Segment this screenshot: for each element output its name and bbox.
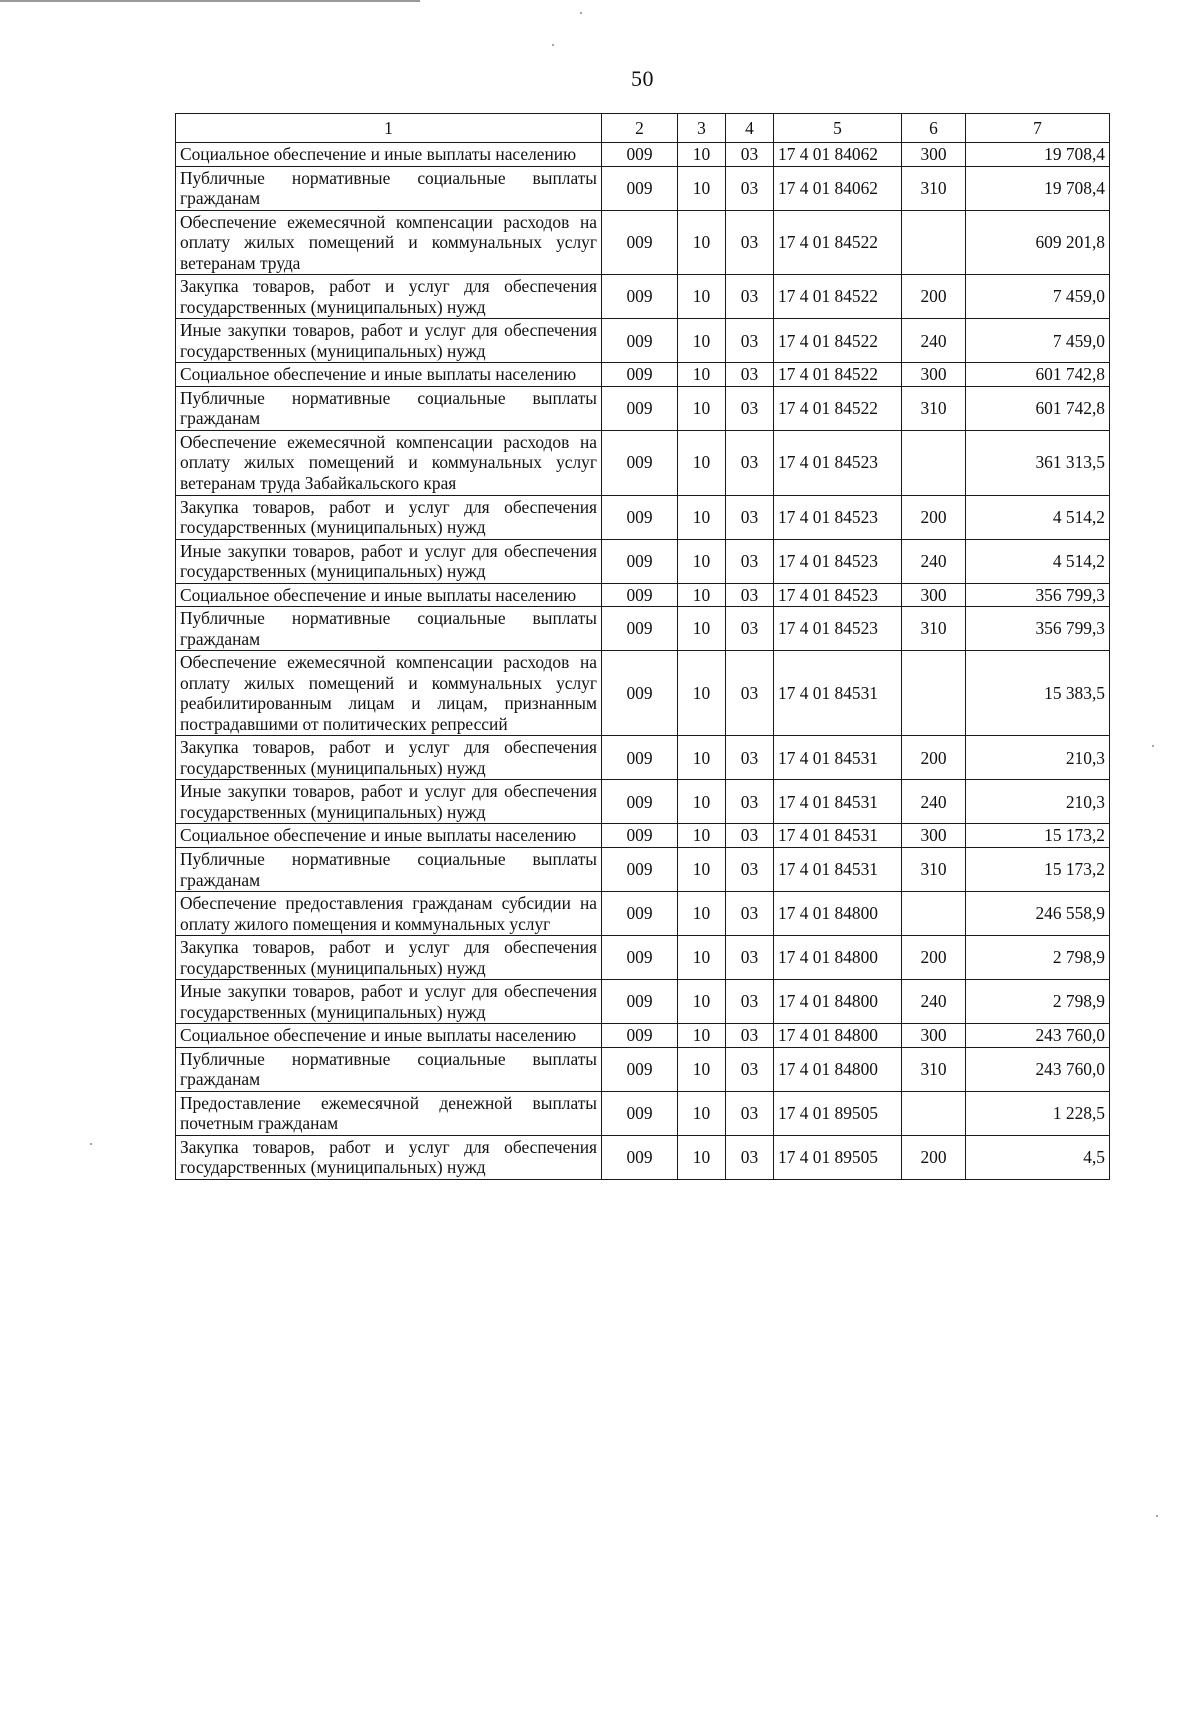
item-name-cell: Обеспечение предоставления гражданам субсидии на оплату жилого помещения и коммунальных услуг	[176, 892, 602, 936]
amount-cell: 246 558,9	[966, 892, 1110, 936]
ministry-code-cell: 009	[602, 166, 678, 210]
table-row	[176, 1047, 1110, 1091]
header-cell: 7	[966, 114, 1110, 143]
expense-type-cell	[902, 892, 966, 936]
section-code-cell: 10	[678, 736, 726, 780]
subsection-code-cell: 03	[726, 780, 774, 824]
table-row	[176, 980, 1110, 1024]
scan-speck	[1156, 1515, 1158, 1517]
subsection-code-cell: 03	[726, 651, 774, 736]
subsection-code-cell: 03	[726, 363, 774, 387]
section-code-cell: 10	[678, 651, 726, 736]
item-name-cell: Обеспечение ежемесячной компенсации расходов на оплату жилых помещений и коммунальных услуг реабилитированным лицам и лицам, признанным пострадавшими от политических репрессий	[176, 651, 602, 736]
subsection-code-cell: 03	[726, 1024, 774, 1048]
expense-type-cell: 240	[902, 980, 966, 1024]
section-code-cell: 10	[678, 980, 726, 1024]
target-article-cell: 17 4 01 84800	[774, 1047, 902, 1091]
amount-cell: 609 201,8	[966, 210, 1110, 275]
target-article-cell: 17 4 01 84062	[774, 166, 902, 210]
header-cell: 4	[726, 114, 774, 143]
item-name-cell: Закупка товаров, работ и услуг для обеспечения государственных (муниципальных) нужд	[176, 736, 602, 780]
subsection-code-cell: 03	[726, 980, 774, 1024]
table-row	[176, 386, 1110, 430]
target-article-cell: 17 4 01 84522	[774, 275, 902, 319]
expense-type-cell: 310	[902, 166, 966, 210]
item-name-cell: Публичные нормативные социальные выплаты гражданам	[176, 607, 602, 651]
section-code-cell: 10	[678, 539, 726, 583]
target-article-cell: 17 4 01 84062	[774, 143, 902, 167]
header-cell: 5	[774, 114, 902, 143]
target-article-cell: 17 4 01 84800	[774, 1024, 902, 1048]
section-code-cell: 10	[678, 319, 726, 363]
amount-cell: 4 514,2	[966, 539, 1110, 583]
table-row	[176, 824, 1110, 848]
table-row	[176, 780, 1110, 824]
table-row	[176, 651, 1110, 736]
expense-type-cell: 300	[902, 143, 966, 167]
expense-type-cell: 240	[902, 319, 966, 363]
target-article-cell: 17 4 01 84800	[774, 980, 902, 1024]
amount-cell: 2 798,9	[966, 980, 1110, 1024]
table-body	[176, 143, 1110, 1180]
section-code-cell: 10	[678, 1091, 726, 1135]
target-article-cell: 17 4 01 84523	[774, 430, 902, 495]
target-article-cell: 17 4 01 84522	[774, 386, 902, 430]
ministry-code-cell: 009	[602, 607, 678, 651]
amount-cell: 15 173,2	[966, 848, 1110, 892]
expense-type-cell: 310	[902, 1047, 966, 1091]
header-cell: 6	[902, 114, 966, 143]
item-name-cell: Публичные нормативные социальные выплаты гражданам	[176, 848, 602, 892]
target-article-cell: 17 4 01 84800	[774, 892, 902, 936]
expense-type-cell: 240	[902, 780, 966, 824]
target-article-cell: 17 4 01 84522	[774, 363, 902, 387]
item-name-cell: Иные закупки товаров, работ и услуг для обеспечения государственных (муниципальных) нужд	[176, 780, 602, 824]
subsection-code-cell: 03	[726, 143, 774, 167]
ministry-code-cell: 009	[602, 892, 678, 936]
scan-speck	[1152, 745, 1154, 747]
target-article-cell: 17 4 01 84800	[774, 936, 902, 980]
ministry-code-cell: 009	[602, 143, 678, 167]
amount-cell: 2 798,9	[966, 936, 1110, 980]
expense-type-cell: 200	[902, 1135, 966, 1179]
expense-type-cell: 300	[902, 363, 966, 387]
ministry-code-cell: 009	[602, 363, 678, 387]
ministry-code-cell: 009	[602, 980, 678, 1024]
item-name-cell: Обеспечение ежемесячной компенсации расходов на оплату жилых помещений и коммунальных услуг ветеранам труда Забайкальского края	[176, 430, 602, 495]
table-row	[176, 495, 1110, 539]
table-row	[176, 363, 1110, 387]
amount-cell: 243 760,0	[966, 1047, 1110, 1091]
ministry-code-cell: 009	[602, 1047, 678, 1091]
target-article-cell: 17 4 01 84531	[774, 848, 902, 892]
expense-type-cell: 300	[902, 583, 966, 607]
ministry-code-cell: 009	[602, 275, 678, 319]
expense-type-cell	[902, 651, 966, 736]
section-code-cell: 10	[678, 143, 726, 167]
table-row	[176, 539, 1110, 583]
scan-speck	[552, 44, 554, 46]
item-name-cell: Обеспечение ежемесячной компенсации расходов на оплату жилых помещений и коммунальных услуг ветеранам труда	[176, 210, 602, 275]
expense-type-cell	[902, 210, 966, 275]
target-article-cell: 17 4 01 84531	[774, 780, 902, 824]
item-name-cell: Публичные нормативные социальные выплаты гражданам	[176, 386, 602, 430]
header-cell: 2	[602, 114, 678, 143]
section-code-cell: 10	[678, 275, 726, 319]
item-name-cell: Закупка товаров, работ и услуг для обеспечения государственных (муниципальных) нужд	[176, 275, 602, 319]
expense-type-cell: 200	[902, 275, 966, 319]
subsection-code-cell: 03	[726, 539, 774, 583]
subsection-code-cell: 03	[726, 936, 774, 980]
section-code-cell: 10	[678, 210, 726, 275]
amount-cell: 4 514,2	[966, 495, 1110, 539]
subsection-code-cell: 03	[726, 275, 774, 319]
scan-edge-line	[0, 0, 420, 2]
target-article-cell: 17 4 01 84523	[774, 539, 902, 583]
item-name-cell: Публичные нормативные социальные выплаты гражданам	[176, 1047, 602, 1091]
expense-type-cell: 200	[902, 495, 966, 539]
page-number: 50	[631, 66, 654, 91]
amount-cell: 601 742,8	[966, 386, 1110, 430]
section-code-cell: 10	[678, 780, 726, 824]
target-article-cell: 17 4 01 84522	[774, 210, 902, 275]
ministry-code-cell: 009	[602, 386, 678, 430]
subsection-code-cell: 03	[726, 166, 774, 210]
item-name-cell: Публичные нормативные социальные выплаты гражданам	[176, 166, 602, 210]
subsection-code-cell: 03	[726, 607, 774, 651]
subsection-code-cell: 03	[726, 1047, 774, 1091]
subsection-code-cell: 03	[726, 386, 774, 430]
ministry-code-cell: 009	[602, 430, 678, 495]
section-code-cell: 10	[678, 386, 726, 430]
section-code-cell: 10	[678, 363, 726, 387]
ministry-code-cell: 009	[602, 583, 678, 607]
budget-table	[175, 113, 1110, 1180]
table-row	[176, 1091, 1110, 1135]
section-code-cell: 10	[678, 166, 726, 210]
table-row	[176, 936, 1110, 980]
target-article-cell: 17 4 01 84523	[774, 495, 902, 539]
subsection-code-cell: 03	[726, 892, 774, 936]
section-code-cell: 10	[678, 583, 726, 607]
item-name-cell: Иные закупки товаров, работ и услуг для обеспечения государственных (муниципальных) нужд	[176, 319, 602, 363]
target-article-cell: 17 4 01 84523	[774, 607, 902, 651]
amount-cell: 7 459,0	[966, 275, 1110, 319]
item-name-cell: Предоставление ежемесячной денежной выплаты почетным гражданам	[176, 1091, 602, 1135]
ministry-code-cell: 009	[602, 936, 678, 980]
amount-cell: 356 799,3	[966, 583, 1110, 607]
item-name-cell: Иные закупки товаров, работ и услуг для обеспечения государственных (муниципальных) нужд	[176, 539, 602, 583]
scan-speck	[90, 1143, 92, 1145]
ministry-code-cell: 009	[602, 780, 678, 824]
target-article-cell: 17 4 01 84531	[774, 651, 902, 736]
amount-cell: 15 383,5	[966, 651, 1110, 736]
item-name-cell: Социальное обеспечение и иные выплаты населению	[176, 363, 602, 387]
item-name-cell: Закупка товаров, работ и услуг для обеспечения государственных (муниципальных) нужд	[176, 1135, 602, 1179]
item-name-cell: Закупка товаров, работ и услуг для обеспечения государственных (муниципальных) нужд	[176, 936, 602, 980]
subsection-code-cell: 03	[726, 1091, 774, 1135]
target-article-cell: 17 4 01 84522	[774, 319, 902, 363]
target-article-cell: 17 4 01 84531	[774, 824, 902, 848]
ministry-code-cell: 009	[602, 848, 678, 892]
section-code-cell: 10	[678, 1135, 726, 1179]
item-name-cell: Социальное обеспечение и иные выплаты населению	[176, 824, 602, 848]
item-name-cell: Социальное обеспечение и иные выплаты населению	[176, 1024, 602, 1048]
section-code-cell: 10	[678, 936, 726, 980]
expense-type-cell: 300	[902, 1024, 966, 1048]
section-code-cell: 10	[678, 824, 726, 848]
expense-type-cell: 200	[902, 936, 966, 980]
ministry-code-cell: 009	[602, 651, 678, 736]
expense-type-cell: 310	[902, 386, 966, 430]
item-name-cell: Социальное обеспечение и иные выплаты населению	[176, 583, 602, 607]
target-article-cell: 17 4 01 84531	[774, 736, 902, 780]
table-row	[176, 1135, 1110, 1179]
amount-cell: 601 742,8	[966, 363, 1110, 387]
section-code-cell: 10	[678, 495, 726, 539]
table-row	[176, 430, 1110, 495]
table-row	[176, 1024, 1110, 1048]
subsection-code-cell: 03	[726, 824, 774, 848]
scan-speck	[580, 12, 582, 14]
subsection-code-cell: 03	[726, 848, 774, 892]
subsection-code-cell: 03	[726, 430, 774, 495]
item-name-cell: Социальное обеспечение и иные выплаты населению	[176, 143, 602, 167]
amount-cell: 7 459,0	[966, 319, 1110, 363]
table-row	[176, 583, 1110, 607]
expense-type-cell: 200	[902, 736, 966, 780]
section-code-cell: 10	[678, 1024, 726, 1048]
item-name-cell: Закупка товаров, работ и услуг для обеспечения государственных (муниципальных) нужд	[176, 495, 602, 539]
ministry-code-cell: 009	[602, 736, 678, 780]
expense-type-cell: 300	[902, 824, 966, 848]
subsection-code-cell: 03	[726, 319, 774, 363]
header-cell: 3	[678, 114, 726, 143]
amount-cell: 1 228,5	[966, 1091, 1110, 1135]
subsection-code-cell: 03	[726, 1135, 774, 1179]
subsection-code-cell: 03	[726, 495, 774, 539]
ministry-code-cell: 009	[602, 539, 678, 583]
item-name-cell: Иные закупки товаров, работ и услуг для обеспечения государственных (муниципальных) нужд	[176, 980, 602, 1024]
expense-type-cell: 310	[902, 848, 966, 892]
table-row	[176, 848, 1110, 892]
amount-cell: 15 173,2	[966, 824, 1110, 848]
section-code-cell: 10	[678, 892, 726, 936]
expense-type-cell: 310	[902, 607, 966, 651]
expense-type-cell: 240	[902, 539, 966, 583]
expense-type-cell	[902, 1091, 966, 1135]
amount-cell: 19 708,4	[966, 143, 1110, 167]
table-row	[176, 736, 1110, 780]
section-code-cell: 10	[678, 1047, 726, 1091]
amount-cell: 210,3	[966, 780, 1110, 824]
amount-cell: 356 799,3	[966, 607, 1110, 651]
subsection-code-cell: 03	[726, 210, 774, 275]
table-row	[176, 892, 1110, 936]
subsection-code-cell: 03	[726, 736, 774, 780]
header-cell: 1	[176, 114, 602, 143]
table-row	[176, 607, 1110, 651]
target-article-cell: 17 4 01 89505	[774, 1091, 902, 1135]
amount-cell: 4,5	[966, 1135, 1110, 1179]
table-row	[176, 143, 1110, 167]
section-code-cell: 10	[678, 607, 726, 651]
table-row	[176, 275, 1110, 319]
target-article-cell: 17 4 01 89505	[774, 1135, 902, 1179]
ministry-code-cell: 009	[602, 495, 678, 539]
ministry-code-cell: 009	[602, 210, 678, 275]
table-row	[176, 166, 1110, 210]
ministry-code-cell: 009	[602, 1135, 678, 1179]
amount-cell: 210,3	[966, 736, 1110, 780]
subsection-code-cell: 03	[726, 583, 774, 607]
expense-type-cell	[902, 430, 966, 495]
table-row	[176, 210, 1110, 275]
target-article-cell: 17 4 01 84523	[774, 583, 902, 607]
section-code-cell: 10	[678, 848, 726, 892]
ministry-code-cell: 009	[602, 824, 678, 848]
ministry-code-cell: 009	[602, 319, 678, 363]
ministry-code-cell: 009	[602, 1024, 678, 1048]
amount-cell: 19 708,4	[966, 166, 1110, 210]
amount-cell: 361 313,5	[966, 430, 1110, 495]
ministry-code-cell: 009	[602, 1091, 678, 1135]
amount-cell: 243 760,0	[966, 1024, 1110, 1048]
section-code-cell: 10	[678, 430, 726, 495]
header-row	[176, 114, 1110, 143]
table-row	[176, 319, 1110, 363]
